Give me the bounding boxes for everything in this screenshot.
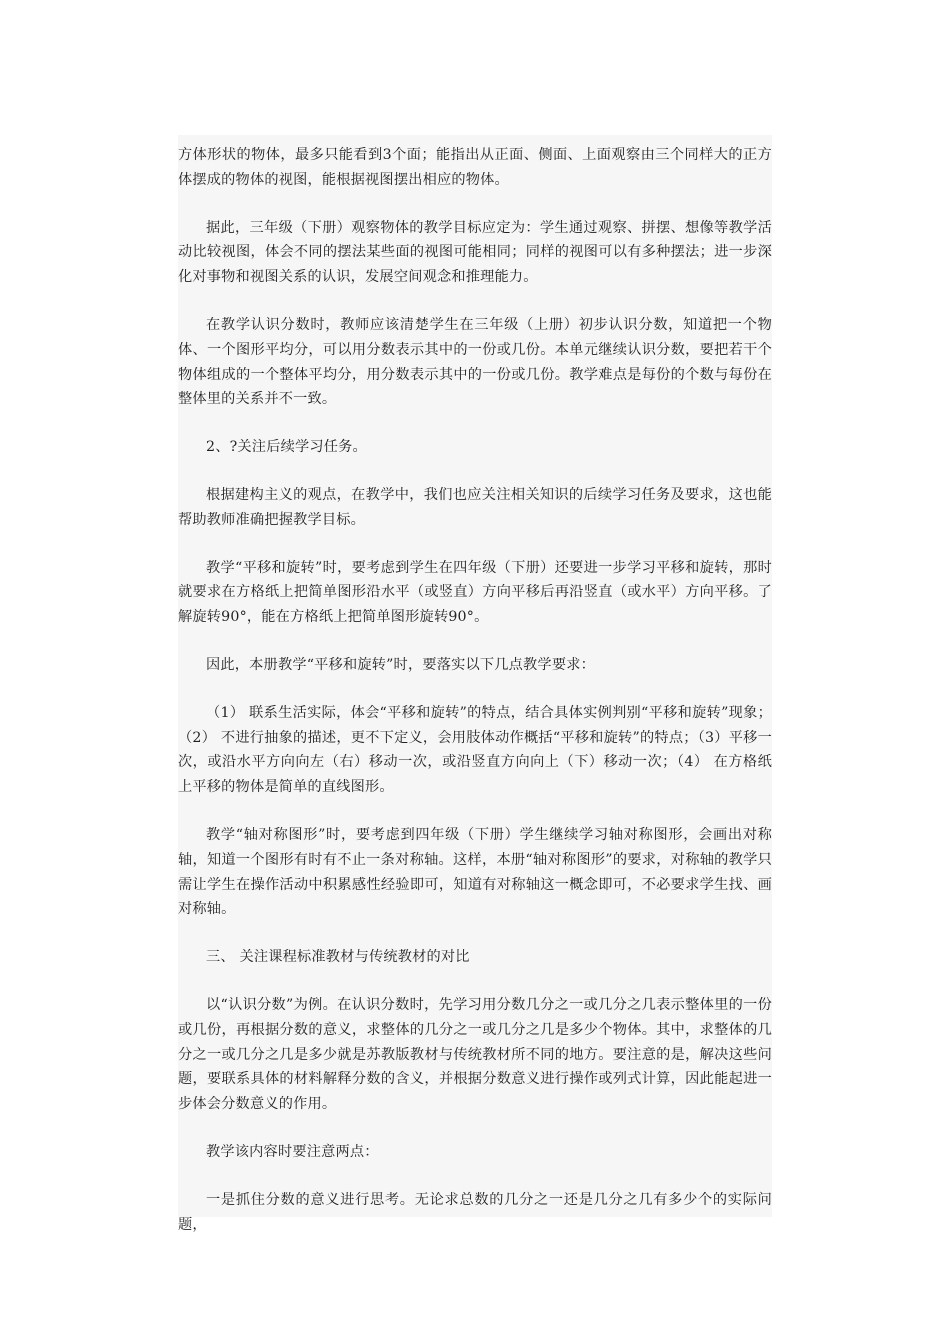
paragraph-fraction-example: 以“认识分数”为例。在认识分数时，先学习用分数几分之一或几分之几表示整体里的一份或几份，再根据分数的意义，求整体的几分之一或几分之几是多少个物体。其中，求整体的几分之一或几分之几是多少就是苏教版教材与传统教材所不同的地方。要注意的是，解决这些问题，要联系具体的材料解释分数的含义，并根据分数意义进行操作或列式计算，因此能起进一步体会分数意义的作用。 [178,996,772,1113]
document-body [178,135,772,1233]
paragraph-continuation: 方体形状的物体，最多只能看到3个面；能指出从正面、侧面、上面观察由三个同样大的正方体摆成的物体的视图，能根据视图摆出相应的物体。 [178,147,772,188]
paragraph-translation-rotation: 教学“平移和旋转”时，要考虑到学生在四年级（下册）还要进一步学习平移和旋转，那时就要求在方格纸上把简单图形沿水平（或竖直）方向平移后再沿竖直（或水平）方向平移。了解旋转90°，能在方格纸上把简单图形旋转90°。 [178,559,772,626]
paragraph-two-points: 教学该内容时要注意两点： [206,1143,379,1160]
section-heading-follow-up-tasks: 2、?关注后续学习任务。 [206,439,367,456]
paragraph-teaching-goal: 据此，三年级（下册）观察物体的教学目标应定为：学生通过观察、拼摆、想像等教学活动比较视图，体会不同的摆法某些面的视图可能相同；同样的视图可以有多种摆法；进一步深化对事物和视图关系的认识，发展空间观念和推理能力。 [178,219,772,286]
paragraph-point-one: 一是抓住分数的意义进行思考。无论求总数的几分之一还是几分之几有多少个的实际问题， [178,1191,772,1233]
paragraph-axis-symmetry: 教学“轴对称图形”时，要考虑到四年级（下册）学生继续学习轴对称图形，会画出对称轴，知道一个图形有时有不止一条对称轴。这样，本册“轴对称图形”的要求，对称轴的教学只需让学生在操作活动中积累感性经验即可，知道有对称轴这一概念即可，不必要求学生找、画对称轴。 [178,826,772,918]
paragraph-constructivism: 根据建构主义的观点，在教学中，我们也应关注相关知识的后续学习任务及要求，这也能帮助教师准确把握教学目标。 [178,486,772,528]
section-heading-textbook-comparison: 三、 关注课程标准教材与传统教材的对比 [206,949,470,966]
paragraph-requirements-intro: 因此，本册教学“平移和旋转”时，要落实以下几点教学要求： [206,656,595,673]
paragraph-fraction-teaching: 在教学认识分数时，教师应该清楚学生在三年级（上册）初步认识分数，知道把一个物体、一个图形平均分，可以用分数表示其中的一份或几份。本单元继续认识分数，要把若干个物体组成的一个整体平均分，用分数表示其中的一份或几份。教学难点是每份的个数与每份在整体里的关系并不一致。 [178,316,772,408]
paragraph-requirements-list: （1） 联系生活实际，体会“平移和旋转”的特点，结合具体实例判别“平移和旋转”现象；（2） 不进行抽象的描述，更不下定义，会用肢体动作概括“平移和旋转”的特点；（3）平移一次，或沿水平方向向左（右）移动一次，或沿竖直方向向上（下）移动一次；（4） 在方格纸上平移的物体是简单的直线图形。 [178,704,772,796]
